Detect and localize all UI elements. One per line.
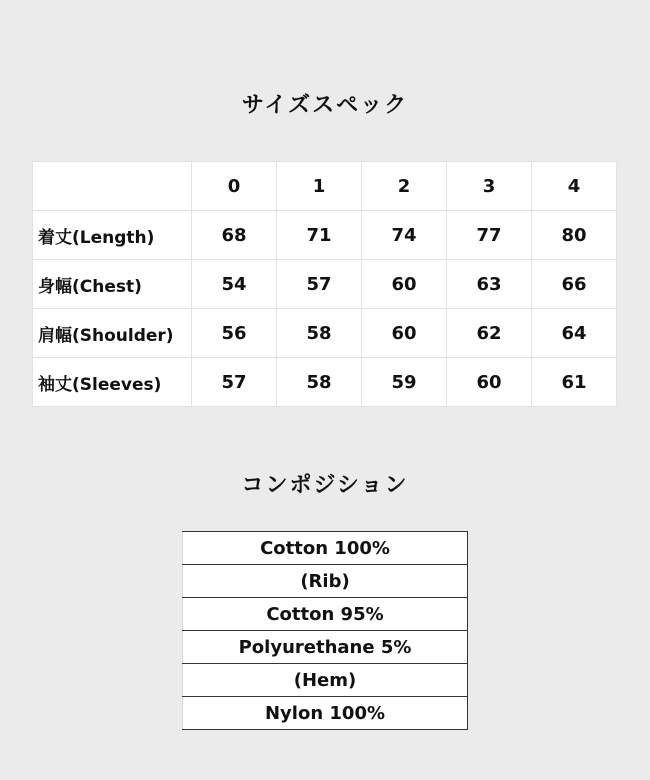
measurement-value: 59: [362, 358, 447, 407]
measurement-label: 袖丈(Sleeves): [33, 358, 192, 407]
table-row: [183, 697, 468, 730]
measurement-label: 身幅(Chest): [33, 260, 192, 309]
composition-item: (Hem): [183, 664, 468, 697]
composition-item: Nylon 100%: [183, 697, 468, 730]
size-header-cell: 2: [362, 162, 447, 211]
measurement-value: 56: [192, 309, 277, 358]
measurement-value: 60: [362, 309, 447, 358]
size-header-cell: 1: [277, 162, 362, 211]
composition-item: Cotton 95%: [183, 598, 468, 631]
measurement-value: 58: [277, 309, 362, 358]
table-row: [33, 309, 617, 358]
measurement-value: 57: [192, 358, 277, 407]
composition-table: [182, 531, 468, 730]
size-header-cell: 3: [447, 162, 532, 211]
size-header-cell: 4: [532, 162, 617, 211]
size-header-corner: [33, 162, 192, 211]
measurement-value: 68: [192, 211, 277, 260]
measurement-value: 60: [447, 358, 532, 407]
measurement-value: 63: [447, 260, 532, 309]
composition-item: Cotton 100%: [183, 532, 468, 565]
table-row: [183, 565, 468, 598]
size-spec-table: [32, 161, 617, 407]
measurement-value: 64: [532, 309, 617, 358]
size-spec-title: サイズスペック: [241, 93, 409, 118]
table-row: [33, 211, 617, 260]
composition-item: Polyurethane 5%: [183, 631, 468, 664]
table-row: [183, 598, 468, 631]
measurement-value: 77: [447, 211, 532, 260]
table-row: [183, 631, 468, 664]
measurement-value: 71: [277, 211, 362, 260]
table-row: [183, 664, 468, 697]
measurement-value: 57: [277, 260, 362, 309]
measurement-value: 66: [532, 260, 617, 309]
table-row: [33, 358, 617, 407]
measurement-value: 61: [532, 358, 617, 407]
composition-item: (Rib): [183, 565, 468, 598]
table-row: [33, 260, 617, 309]
composition-title: コンポジション: [241, 473, 409, 498]
measurement-value: 60: [362, 260, 447, 309]
measurement-value: 54: [192, 260, 277, 309]
measurement-value: 80: [532, 211, 617, 260]
measurement-value: 74: [362, 211, 447, 260]
measurement-label: 着丈(Length): [33, 211, 192, 260]
measurement-value: 62: [447, 309, 532, 358]
measurement-value: 58: [277, 358, 362, 407]
measurement-label: 肩幅(Shoulder): [33, 309, 192, 358]
table-row: [183, 532, 468, 565]
size-header-row: [33, 162, 617, 211]
size-header-cell: 0: [192, 162, 277, 211]
